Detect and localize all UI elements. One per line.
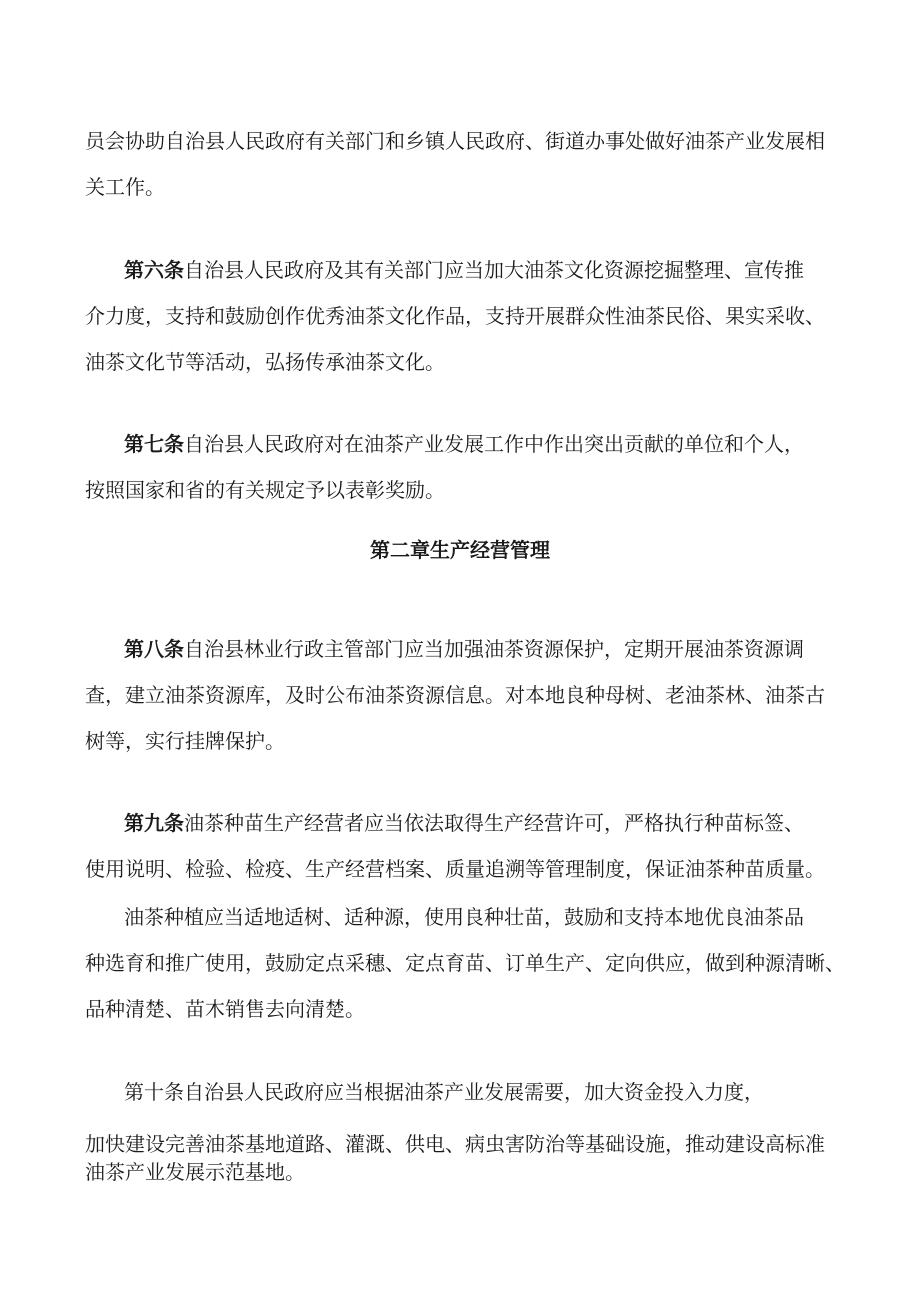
article-9-line-1	[124, 809, 804, 837]
article-9-para2-line-2: 种选育和推广使用，鼓励定点采穗、定点育苗、订单生产、定向供应，做到种源清晰、	[85, 951, 845, 975]
article-10-line-1: 第十条自治县人民政府应当根据油茶产业发展需要，加大资金投入力度，	[124, 1080, 764, 1104]
chapter-2-title: 第二章生产经营管理	[370, 538, 550, 562]
article-8-line-2: 查，建立油茶资源库，及时公布油茶资源信息。对本地良种母树、老油茶林、油茶古	[85, 683, 825, 707]
article-6-label: 第六条	[124, 258, 184, 282]
article-9-line-2: 使用说明、检验、检疫、生产经营档案、质量追溯等管理制度，保证油茶种苗质量。	[85, 857, 825, 881]
article-8-line-3: 树等，实行挂牌保护。	[85, 729, 285, 753]
article-6-text-1: 自治县人民政府及其有关部门应当加大油茶文化资源挖掘整理、宣传推	[184, 258, 804, 282]
article-7-text-1: 自治县人民政府对在油茶产业发展工作中作出突出贡献的单位和个人，	[184, 432, 804, 456]
article-9-para2-line-1: 油茶种植应当适地适树、适种源，使用良种壮苗，鼓励和支持本地优良油茶品	[124, 905, 804, 929]
article-6-line-3: 油茶文化节等活动，弘扬传承油茶文化。	[85, 350, 445, 374]
article-7-label: 第七条	[124, 432, 184, 456]
article-6-line-2: 介力度，支持和鼓励创作优秀油茶文化作品，支持开展群众性油茶民俗、果实采收、	[85, 304, 825, 328]
article-10-line-3: 油茶产业发展示范基地。	[85, 1160, 305, 1184]
continuation-line-1: 员会协助自治县人民政府有关部门和乡镇人民政府、街道办事处做好油茶产业发展相	[85, 129, 825, 153]
article-7-line-1	[124, 430, 804, 458]
article-9-text-1: 油茶种苗生产经营者应当依法取得生产经营许可，严格执行种苗标签、	[184, 811, 804, 835]
article-8-line-1	[124, 635, 804, 663]
article-7-line-2: 按照国家和省的有关规定予以表彰奖励。	[85, 478, 445, 502]
article-9-label: 第九条	[124, 811, 184, 835]
article-8-text-1: 自治县林业行政主管部门应当加强油茶资源保护，定期开展油茶资源调	[184, 637, 804, 661]
article-9-para2-line-3: 品种清楚、苗木销售去向清楚。	[85, 997, 365, 1021]
article-6-line-1	[124, 256, 804, 284]
article-10-line-2: 加快建设完善油茶基地道路、灌溉、供电、病虫害防治等基础设施，推动建设高标准	[85, 1132, 825, 1156]
article-8-label: 第八条	[124, 637, 184, 661]
continuation-line-2: 关工作。	[85, 175, 165, 199]
